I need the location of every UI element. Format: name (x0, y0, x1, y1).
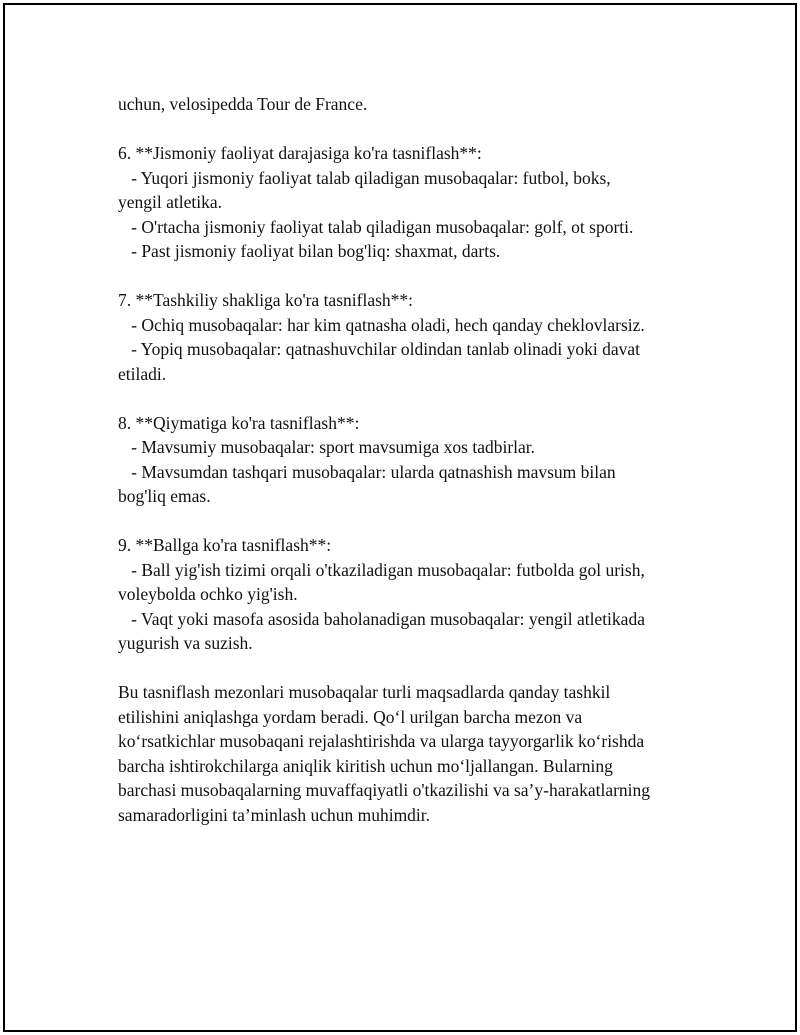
text-line: barcha ishtirokchilarga aniqlik kiritish uchun mo‘ljallangan. Bularning (118, 755, 613, 776)
text-line: ko‘rsatkichlar musobaqani rejalashtirishda va ularga tayyorgarlik ko‘rishda (118, 731, 645, 751)
list-item-line: - Yuqori jismoniy faoliyat talab qiladigan musobaqalar: futbol, boks, (118, 167, 611, 188)
list-item-line: - Ochiq musobaqalar: har kim qatnasha oladi, hech qanday cheklovlarsiz. (118, 314, 645, 335)
paragraph-gap (118, 117, 698, 142)
list-item-line: bog'liq emas. (118, 486, 211, 506)
paragraph-continuation (118, 92, 698, 117)
list-item-line: - Yopiq musobaqalar: qatnashuvchilar oldindan tanlab olinadi yoki davat (118, 339, 640, 359)
list-item-line: - Ball yig'ish tizimi orqali o'tkaziladigan musobaqalar: futbolda gol urish, (118, 559, 645, 580)
document-body (118, 92, 698, 827)
text-line: uchun, velosipedda Tour de France. (118, 94, 368, 114)
list-item-line: - Past jismoniy faoliyat bilan bog'liq: shaxmat, darts. (118, 241, 501, 261)
list-item-line: yugurish va suzish. (118, 633, 253, 653)
paragraph-gap (118, 509, 698, 534)
section-9 (118, 533, 698, 656)
list-item-line: yengil atletika. (118, 192, 222, 212)
text-line: samaradorligini ta’minlash uchun muhimdir. (118, 804, 431, 825)
list-item-line: - Vaqt yoki masofa asosida baholanadigan musobaqalar: yengil atletikada (118, 608, 645, 629)
list-item-line: etiladi. (118, 363, 167, 384)
section-heading: 7. **Tashkiliy shakliga ko'ra tasniflash**: (118, 290, 414, 310)
section-8 (118, 411, 698, 509)
list-item-line: - Mavsumdan tashqari musobaqalar: ularda qatnashish mavsum bilan (118, 461, 616, 482)
text-line: Bu tasniflash mezonlari musobaqalar turli maqsadlarda qanday tashkil (118, 682, 611, 702)
paragraph-gap (118, 264, 698, 289)
list-item-line: - Mavsumiy musobaqalar: sport mavsumiga xos tadbirlar. (118, 437, 536, 457)
text-line: barchasi musobaqalarning muvaffaqiyatli o'tkazilishi va sa’y-harakatlarning (118, 780, 651, 800)
section-heading: 9. **Ballga ko'ra tasniflash**: (118, 535, 332, 555)
list-item-line: - O'rtacha jismoniy faoliyat talab qiladigan musobaqalar: golf, ot sporti. (118, 216, 634, 237)
section-heading: 8. **Qiymatiga ko'ra tasniflash**: (118, 412, 360, 433)
conclusion-paragraph (118, 680, 698, 827)
list-item-line: voleybolda ochko yig'ish. (118, 584, 298, 604)
section-7 (118, 288, 698, 386)
text-line: etilishini aniqlashga yordam beradi. Qo‘l urilgan barcha mezon va (118, 706, 583, 727)
paragraph-gap (118, 656, 698, 681)
paragraph-gap (118, 386, 698, 411)
section-heading: 6. **Jismoniy faoliyat darajasiga ko'ra tasniflash**: (118, 143, 482, 163)
section-6 (118, 141, 698, 264)
